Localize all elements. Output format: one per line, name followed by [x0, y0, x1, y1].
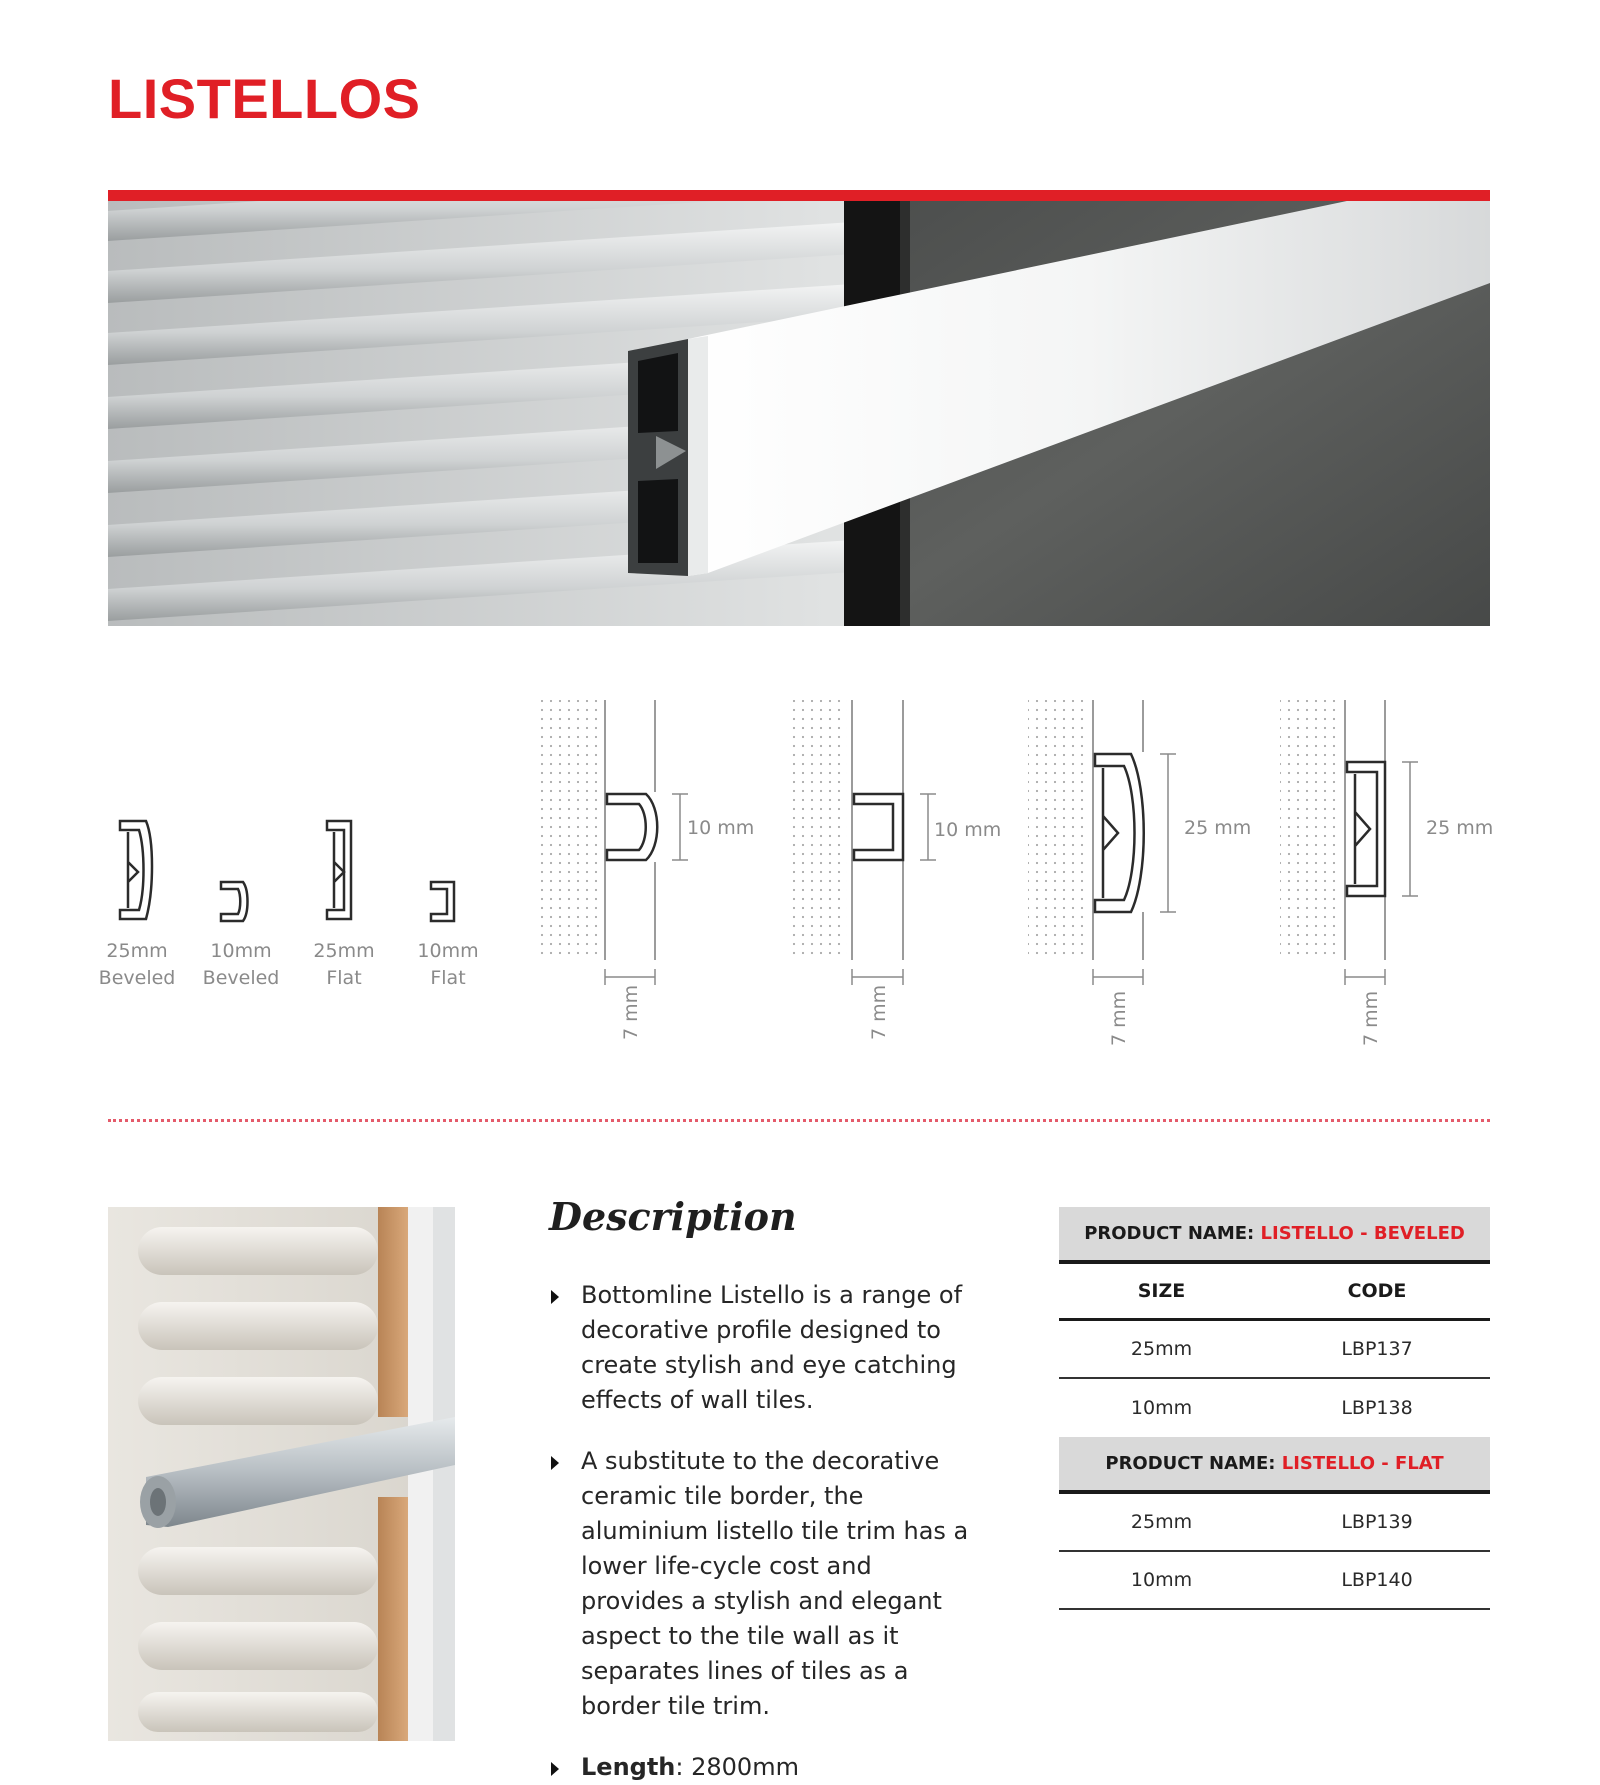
tech-drawing-2 — [787, 700, 1001, 1040]
width-label: 7 mm — [620, 984, 642, 1040]
product-header-flat: PRODUCT NAME: LISTELLO - FLAT — [1059, 1437, 1490, 1494]
profile-icon-25mm-flat — [327, 821, 351, 919]
height-label: 25 mm — [1426, 817, 1494, 839]
table-row: 10mm LBP140 — [1059, 1552, 1490, 1610]
description-item-length — [549, 1750, 979, 1785]
width-label: 7 mm — [868, 984, 890, 1040]
bullet-triangle-icon — [551, 1762, 559, 1776]
description-item: Bottomline Listello is a range of decorative profile designed to create stylish and eye catching effects of wall tiles. — [549, 1278, 979, 1418]
installation-photo — [108, 1207, 455, 1741]
profile-icon-10mm-flat — [431, 882, 454, 921]
accent-bar — [108, 190, 1490, 201]
table-column-headers — [1059, 1264, 1490, 1321]
profile-label-3: 25mm Flat — [313, 940, 375, 989]
bullet-triangle-icon — [551, 1290, 559, 1304]
dotted-separator — [108, 1119, 1490, 1122]
column-code: CODE — [1347, 1280, 1407, 1302]
height-label: 25 mm — [1184, 817, 1252, 839]
length-label: Length — [581, 1753, 676, 1781]
product-table — [1059, 1207, 1490, 1610]
height-label: 10 mm — [934, 819, 1002, 841]
table-row: 10mm LBP138 — [1130, 1397, 1413, 1419]
bullet-triangle-icon — [551, 1456, 559, 1470]
tech-drawing-1 — [540, 700, 754, 1040]
height-label: 10 mm — [687, 817, 755, 839]
profile-icon-10mm-beveled — [221, 882, 248, 921]
width-label: 7 mm — [1360, 990, 1382, 1046]
description-item: A substitute to the decorative ceramic tile border, the aluminium listello tile trim has a lower life-cycle cost and provides a stylish and elegant aspect to the tile wall as it separates lines of tiles as a border tile trim. — [549, 1444, 979, 1724]
tech-drawing-4 — [1280, 700, 1493, 1046]
table-row: 25mm LBP137 — [1059, 1321, 1490, 1379]
column-size: SIZE — [1137, 1280, 1186, 1302]
profile-diagrams — [90, 690, 1510, 1070]
profile-icon-25mm-beveled — [120, 821, 152, 919]
hero-photo — [108, 201, 1490, 626]
length-value: : 2800mm — [675, 1753, 799, 1781]
description-heading: Description — [549, 1194, 797, 1239]
description-list — [549, 1278, 979, 1785]
profile-label-2: 10mm Beveled — [202, 940, 280, 989]
product-header-beveled: PRODUCT NAME: LISTELLO - BEVELED — [1059, 1207, 1490, 1264]
tech-drawing-3 — [1028, 700, 1251, 1046]
table-row: 25mm LBP139 — [1059, 1494, 1490, 1552]
page-title: LISTELLOS — [108, 67, 421, 130]
profile-label-4: 10mm Flat — [417, 940, 479, 989]
profile-label-1: 25mm Beveled — [98, 940, 176, 989]
width-label: 7 mm — [1108, 990, 1130, 1046]
